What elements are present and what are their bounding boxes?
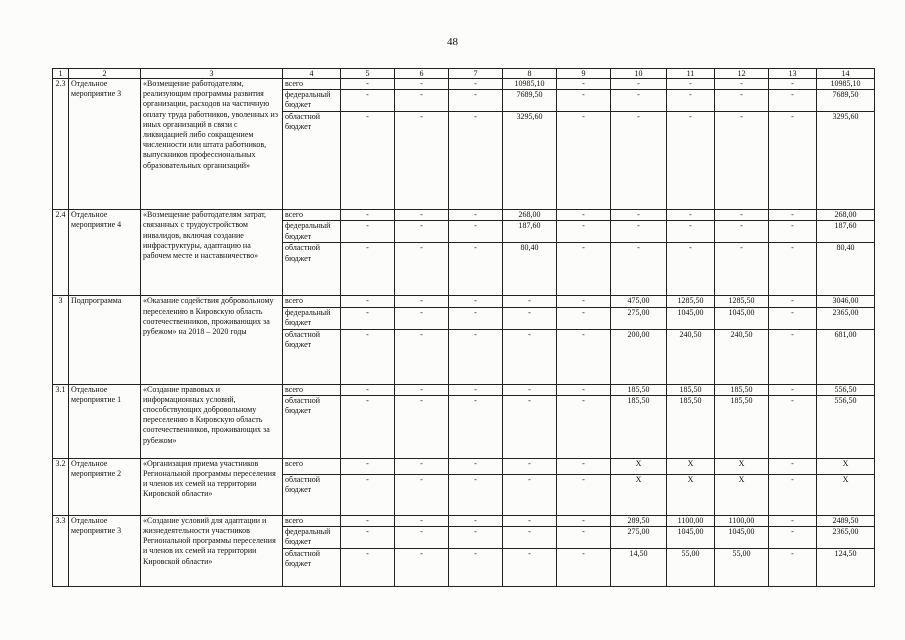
item-type: Подпрограмма (69, 296, 141, 384)
funding-source: федеральный бюджет (283, 90, 341, 112)
value-cell: - (395, 307, 449, 329)
value-cell: - (715, 221, 769, 243)
value-cell: 185,50 (667, 395, 715, 458)
value-cell: X (667, 474, 715, 515)
funding-source: федеральный бюджет (283, 307, 341, 329)
value-cell: - (395, 549, 449, 587)
funding-source: областной бюджет (283, 329, 341, 384)
value-cell: 2365,00 (817, 527, 875, 549)
value-cell: - (715, 90, 769, 112)
value-cell: - (341, 90, 395, 112)
value-cell: - (395, 329, 449, 384)
value-cell: 80,40 (817, 243, 875, 296)
value-cell: - (503, 296, 557, 307)
value-cell: - (395, 384, 449, 395)
value-cell: - (503, 474, 557, 515)
value-cell: - (341, 307, 395, 329)
value-cell: - (395, 221, 449, 243)
header-cell: 9 (557, 69, 611, 79)
value-cell: - (449, 112, 503, 210)
value-cell: 1045,00 (715, 307, 769, 329)
value-cell: - (449, 90, 503, 112)
value-cell: - (341, 221, 395, 243)
value-cell: 55,00 (715, 549, 769, 587)
table-row (53, 384, 875, 395)
value-cell: - (769, 307, 817, 329)
value-cell: - (395, 79, 449, 90)
value-cell: 3046,00 (817, 296, 875, 307)
value-cell: - (341, 243, 395, 296)
funding-source: всего (283, 79, 341, 90)
value-cell: - (341, 112, 395, 210)
value-cell: - (449, 210, 503, 221)
value-cell: - (503, 329, 557, 384)
item-number: 2.3 (53, 79, 69, 210)
value-cell: - (449, 458, 503, 474)
funding-source: областной бюджет (283, 395, 341, 458)
header-row (53, 69, 875, 79)
item-type: Отдельное мероприятие 1 (69, 384, 141, 458)
value-cell: - (449, 79, 503, 90)
value-cell: - (667, 221, 715, 243)
value-cell: - (395, 112, 449, 210)
value-cell: - (449, 515, 503, 526)
table-row (53, 458, 875, 474)
item-name: «Возмещение работодателям, реализующим программы развития организации, расходов на частичную оплату труда работников, уволенных из иных организаций в связи с ликвидацией либо сокращением численности или штата работников, выпускников профессиональных образовательных организаций» (141, 79, 283, 210)
value-cell: - (503, 395, 557, 458)
value-cell: 185,50 (611, 384, 667, 395)
value-cell: 1100,00 (667, 515, 715, 526)
value-cell: - (769, 395, 817, 458)
value-cell: 681,00 (817, 329, 875, 384)
value-cell: - (769, 221, 817, 243)
funding-source: областной бюджет (283, 474, 341, 515)
header-cell: 13 (769, 69, 817, 79)
header-cell: 11 (667, 69, 715, 79)
item-name: «Создание правовых и информационных условий, способствующих добровольному переселению в Кировскую область соотечественников, проживающих за рубежом» (141, 384, 283, 458)
value-cell: - (395, 458, 449, 474)
value-cell: - (341, 474, 395, 515)
budget-table (52, 68, 875, 587)
value-cell: - (611, 90, 667, 112)
value-cell: - (449, 296, 503, 307)
value-cell: - (503, 527, 557, 549)
value-cell: 1285,50 (667, 296, 715, 307)
value-cell: 80,40 (503, 243, 557, 296)
value-cell: 475,00 (611, 296, 667, 307)
value-cell: 187,60 (503, 221, 557, 243)
value-cell: - (341, 515, 395, 526)
table-row (53, 210, 875, 221)
funding-source: федеральный бюджет (283, 527, 341, 549)
value-cell: 2489,50 (817, 515, 875, 526)
value-cell: 55,00 (667, 549, 715, 587)
value-cell: - (449, 395, 503, 458)
item-number: 3.1 (53, 384, 69, 458)
value-cell: 1045,00 (715, 527, 769, 549)
header-cell: 1 (53, 69, 69, 79)
value-cell: - (341, 458, 395, 474)
value-cell: - (557, 112, 611, 210)
value-cell: - (769, 527, 817, 549)
page-number: 48 (447, 36, 458, 48)
value-cell: - (715, 210, 769, 221)
item-type: Отдельное мероприятие 2 (69, 458, 141, 515)
value-cell: - (611, 243, 667, 296)
header-cell: 8 (503, 69, 557, 79)
table-row (53, 79, 875, 90)
header-cell: 10 (611, 69, 667, 79)
value-cell: - (715, 243, 769, 296)
value-cell: - (769, 549, 817, 587)
value-cell: 124,50 (817, 549, 875, 587)
funding-source: всего (283, 515, 341, 526)
value-cell: - (449, 307, 503, 329)
value-cell: 7689,50 (503, 90, 557, 112)
value-cell: - (503, 549, 557, 587)
value-cell: - (557, 458, 611, 474)
item-type: Отдельное мероприятие 3 (69, 79, 141, 210)
value-cell: - (395, 296, 449, 307)
funding-source: областной бюджет (283, 112, 341, 210)
value-cell: - (395, 243, 449, 296)
value-cell: - (769, 458, 817, 474)
value-cell: 275,00 (611, 307, 667, 329)
value-cell: - (449, 221, 503, 243)
funding-source: всего (283, 210, 341, 221)
header-cell: 5 (341, 69, 395, 79)
value-cell: - (557, 79, 611, 90)
value-cell: - (769, 243, 817, 296)
value-cell: - (449, 527, 503, 549)
value-cell: 187,60 (817, 221, 875, 243)
funding-source: всего (283, 458, 341, 474)
value-cell: - (395, 474, 449, 515)
value-cell: 1285,50 (715, 296, 769, 307)
header-cell: 4 (283, 69, 341, 79)
item-name: «Возмещение работодателям затрат, связанных с трудоустройством инвалидов, включая создание инфраструктуры, адаптацию на рабочем месте и наставничество» (141, 210, 283, 296)
value-cell: - (341, 329, 395, 384)
value-cell: 289,50 (611, 515, 667, 526)
value-cell: - (395, 527, 449, 549)
value-cell: 556,50 (817, 395, 875, 458)
value-cell: - (341, 549, 395, 587)
value-cell: - (769, 90, 817, 112)
header-cell: 12 (715, 69, 769, 79)
value-cell: - (557, 221, 611, 243)
value-cell: - (395, 515, 449, 526)
value-cell: X (611, 458, 667, 474)
value-cell: 185,50 (611, 395, 667, 458)
value-cell: 1045,00 (667, 527, 715, 549)
value-cell: 185,50 (667, 384, 715, 395)
value-cell: - (715, 112, 769, 210)
value-cell: 556,50 (817, 384, 875, 395)
table-row (53, 515, 875, 526)
value-cell: X (817, 458, 875, 474)
value-cell: X (611, 474, 667, 515)
item-name: «Создание условий для адаптации и жизнедеятельности участников Региональной программы переселения и членов их семей на территории Кировской области» (141, 515, 283, 586)
value-cell: - (557, 527, 611, 549)
funding-source: всего (283, 384, 341, 395)
value-cell: - (557, 474, 611, 515)
funding-source: областной бюджет (283, 549, 341, 587)
value-cell: 14,50 (611, 549, 667, 587)
value-cell: - (341, 296, 395, 307)
value-cell: - (667, 210, 715, 221)
value-cell: - (769, 210, 817, 221)
value-cell: - (503, 515, 557, 526)
value-cell: - (503, 384, 557, 395)
value-cell: 1100,00 (715, 515, 769, 526)
value-cell: - (449, 329, 503, 384)
value-cell: X (667, 458, 715, 474)
item-name: «Организация приема участников Региональной программы переселения и членов их семей на территории Кировской области» (141, 458, 283, 515)
value-cell: - (611, 112, 667, 210)
value-cell: - (449, 384, 503, 395)
value-cell: 185,50 (715, 395, 769, 458)
value-cell: 240,50 (667, 329, 715, 384)
value-cell: - (341, 210, 395, 221)
value-cell: - (769, 79, 817, 90)
value-cell: - (341, 79, 395, 90)
item-type: Отдельное мероприятие 3 (69, 515, 141, 586)
value-cell: - (341, 395, 395, 458)
value-cell: 2365,00 (817, 307, 875, 329)
value-cell: - (769, 474, 817, 515)
header-cell: 7 (449, 69, 503, 79)
value-cell: - (667, 243, 715, 296)
value-cell: - (557, 243, 611, 296)
value-cell: X (715, 474, 769, 515)
item-type: Отдельное мероприятие 4 (69, 210, 141, 296)
funding-source: областной бюджет (283, 243, 341, 296)
value-cell: - (557, 515, 611, 526)
value-cell: - (449, 549, 503, 587)
value-cell: 3295,60 (817, 112, 875, 210)
value-cell: 240,50 (715, 329, 769, 384)
value-cell: 268,00 (817, 210, 875, 221)
header-cell: 3 (141, 69, 283, 79)
value-cell: - (557, 395, 611, 458)
value-cell: 185,50 (715, 384, 769, 395)
value-cell: X (817, 474, 875, 515)
value-cell: 10985,10 (503, 79, 557, 90)
value-cell: - (769, 296, 817, 307)
value-cell: - (503, 458, 557, 474)
value-cell: - (341, 384, 395, 395)
value-cell: - (449, 474, 503, 515)
value-cell: 10985,10 (817, 79, 875, 90)
value-cell: - (667, 90, 715, 112)
value-cell: - (611, 79, 667, 90)
value-cell: 275,00 (611, 527, 667, 549)
item-number: 3.2 (53, 458, 69, 515)
value-cell: - (341, 527, 395, 549)
value-cell: - (611, 210, 667, 221)
value-cell: - (557, 549, 611, 587)
value-cell: 200,00 (611, 329, 667, 384)
item-number: 3.3 (53, 515, 69, 586)
value-cell: - (769, 329, 817, 384)
value-cell: - (557, 307, 611, 329)
value-cell: - (769, 515, 817, 526)
value-cell: - (667, 79, 715, 90)
value-cell: - (395, 90, 449, 112)
funding-source: федеральный бюджет (283, 221, 341, 243)
value-cell: - (503, 307, 557, 329)
value-cell: 3295,60 (503, 112, 557, 210)
value-cell: - (769, 384, 817, 395)
value-cell: - (557, 90, 611, 112)
funding-source: всего (283, 296, 341, 307)
value-cell: 1045,00 (667, 307, 715, 329)
value-cell: - (611, 221, 667, 243)
value-cell: - (557, 210, 611, 221)
value-cell: X (715, 458, 769, 474)
value-cell: - (557, 384, 611, 395)
table-row (53, 296, 875, 307)
value-cell: - (557, 329, 611, 384)
header-cell: 6 (395, 69, 449, 79)
value-cell: - (395, 395, 449, 458)
value-cell: - (667, 112, 715, 210)
item-number: 3 (53, 296, 69, 384)
value-cell: - (449, 243, 503, 296)
item-name: «Оказание содействия добровольному переселению в Кировскую область соотечественников, проживающих за рубежом» на 2018 – 2020 годы (141, 296, 283, 384)
item-number: 2.4 (53, 210, 69, 296)
value-cell: - (769, 112, 817, 210)
value-cell: - (557, 296, 611, 307)
value-cell: - (395, 210, 449, 221)
header-cell: 2 (69, 69, 141, 79)
value-cell: - (715, 79, 769, 90)
value-cell: 7689,50 (817, 90, 875, 112)
value-cell: 268,00 (503, 210, 557, 221)
header-cell: 14 (817, 69, 875, 79)
